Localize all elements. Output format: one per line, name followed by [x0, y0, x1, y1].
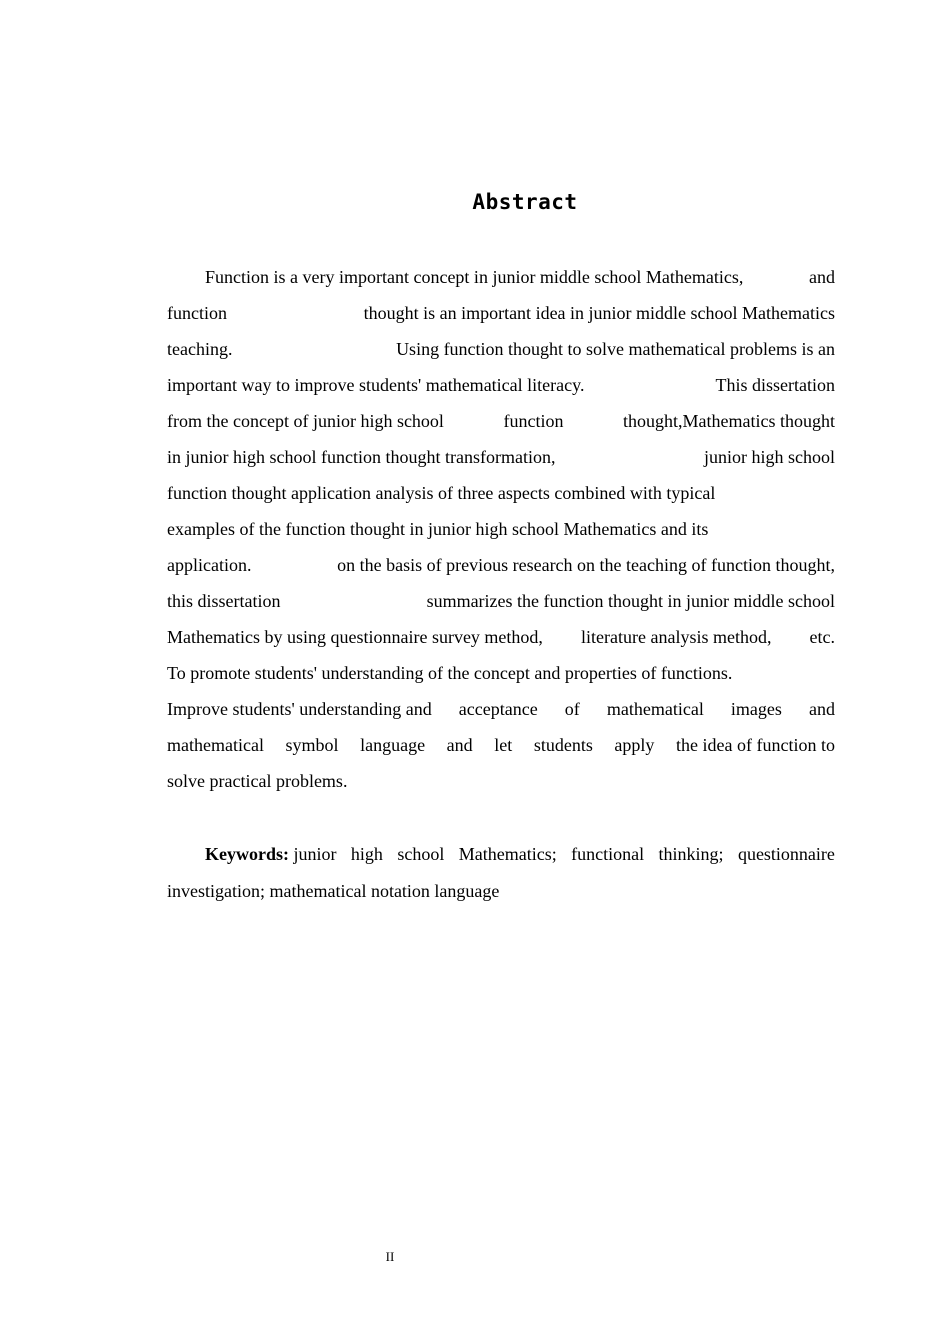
abstract-text-segment: and — [808, 699, 835, 719]
abstract-line — [167, 259, 835, 295]
abstract-line — [167, 295, 835, 331]
abstract-text-segment: and — [446, 735, 473, 755]
abstract-text-segment: this dissertation — [167, 591, 281, 611]
abstract-text-segment: from the concept of junior high school — [167, 411, 444, 431]
abstract-line — [167, 763, 835, 799]
abstract-line — [167, 403, 835, 439]
abstract-text-segment: summarizes the function thought in junior middle school — [426, 591, 835, 611]
abstract-text-segment: literature analysis method, — [581, 627, 772, 647]
abstract-text-segment: Mathematics by using questionnaire survey method, — [167, 627, 543, 647]
abstract-body — [167, 259, 835, 799]
abstract-line — [167, 331, 835, 367]
abstract-text-segment: language — [360, 735, 426, 755]
abstract-text-segment: teaching. — [167, 339, 233, 359]
abstract-text-segment: mathematical — [167, 735, 264, 755]
keyword-word: school — [397, 844, 445, 864]
abstract-line — [167, 475, 835, 511]
abstract-line — [167, 619, 835, 655]
abstract-line — [167, 727, 835, 763]
abstract-text-segment: the idea of function to — [676, 735, 835, 755]
abstract-text-segment: junior high school — [704, 447, 835, 467]
abstract-text-segment: This dissertation — [715, 375, 835, 395]
abstract-text-segment: To promote students' understanding of the concept and properties of functions. — [167, 663, 733, 683]
keyword-word: Mathematics; — [458, 844, 557, 864]
keyword-word: functional — [571, 844, 645, 864]
abstract-text-segment: thought is an important idea in junior middle school Mathematics — [363, 303, 835, 323]
abstract-text-segment: function — [503, 411, 564, 431]
abstract-text-segment: Using function thought to solve mathematical problems is an — [396, 339, 835, 359]
abstract-text-segment: etc. — [809, 627, 835, 647]
abstract-line — [167, 547, 835, 583]
abstract-line — [167, 367, 835, 403]
abstract-text-segment: symbol — [285, 735, 339, 755]
abstract-text-segment: mathematical — [606, 699, 704, 719]
abstract-text-segment: application. — [167, 555, 252, 575]
abstract-text-segment: in junior high school function thought transformation, — [167, 447, 556, 467]
abstract-text-segment: solve practical problems. — [167, 771, 348, 791]
keywords-label-group — [205, 836, 337, 873]
keyword-word: high — [350, 844, 383, 864]
abstract-text-segment: Function is a very important concept in junior middle school Mathematics, — [205, 267, 744, 287]
abstract-text-segment: on the basis of previous research on the teaching of function thought, — [337, 555, 835, 575]
keywords-section — [167, 836, 835, 910]
abstract-line — [167, 583, 835, 619]
keyword-word: junior — [293, 844, 337, 864]
abstract-text-segment: apply — [614, 735, 655, 755]
abstract-text-segment: Improve students' understanding and — [167, 699, 432, 719]
keyword-word: questionnaire — [737, 844, 835, 864]
page-number: II — [385, 1249, 395, 1264]
keywords-line-2: investigation; mathematical notation language — [167, 881, 500, 901]
abstract-text-segment: function thought application analysis of three aspects combined with typical — [167, 483, 716, 503]
abstract-text-segment: let — [494, 735, 513, 755]
abstract-text-segment: students — [533, 735, 593, 755]
keywords-line-1 — [167, 836, 835, 873]
abstract-text-segment: acceptance — [458, 699, 538, 719]
abstract-text-segment: thought,Mathematics thought — [623, 411, 835, 431]
abstract-line — [167, 691, 835, 727]
abstract-line — [167, 439, 835, 475]
abstract-text-segment: images — [730, 699, 782, 719]
abstract-text-segment: important way to improve students' mathematical literacy. — [167, 375, 585, 395]
keywords-label: Keywords: — [205, 844, 289, 864]
abstract-line — [167, 655, 835, 691]
keyword-word: thinking; — [658, 844, 724, 864]
abstract-text-segment: and — [809, 267, 835, 287]
abstract-title: Abstract — [472, 190, 578, 214]
abstract-text-segment: function — [167, 303, 227, 323]
abstract-text-segment: examples of the function thought in junior high school Mathematics and its — [167, 519, 709, 539]
abstract-text-segment: of — [564, 699, 580, 719]
abstract-line — [167, 511, 835, 547]
